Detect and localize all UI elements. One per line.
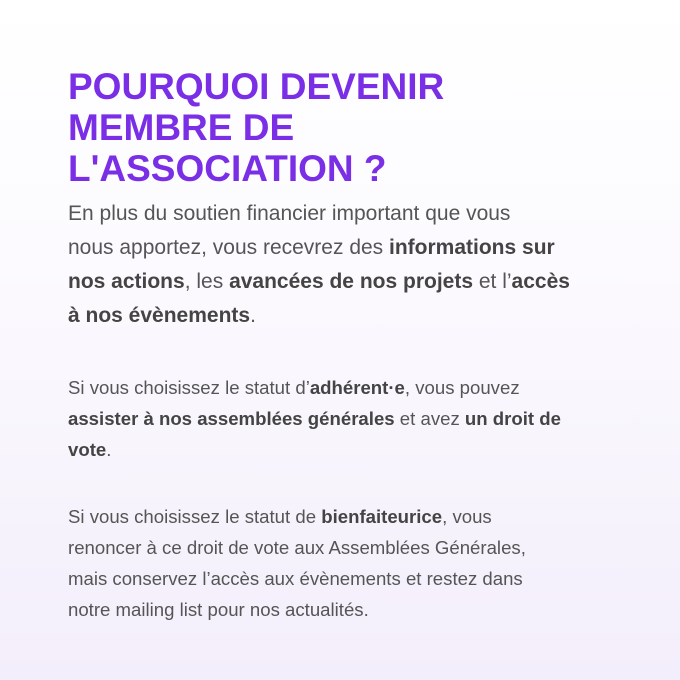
member-row-2 (68, 403, 616, 434)
intro-highlight: informations sur (389, 236, 555, 259)
benefactor-text: , vous (442, 506, 492, 527)
member-highlight: assister à nos assemblées générales (68, 408, 395, 429)
intro-text: . (250, 304, 256, 327)
title-line-3: L'ASSOCIATION ? (68, 148, 387, 189)
benefactor-status-paragraph (68, 501, 616, 625)
intro-highlight: à nos évènements (68, 304, 251, 327)
intro-text: En plus du soutien financier important que vous (68, 202, 511, 225)
intro-row-2 (68, 231, 616, 265)
intro-highlight: avancées de nos projets (229, 270, 474, 293)
intro-highlight: nos actions (68, 270, 185, 293)
benefactor-row-3: mais conservez l’accès aux évènements et restez dans (68, 568, 523, 589)
intro-paragraph (68, 197, 616, 333)
intro-text: et l’ (473, 270, 512, 293)
member-highlight: un droit de (464, 408, 561, 429)
intro-text: nous apportez, vous recevrez des (68, 236, 390, 259)
intro-highlight: accès (511, 270, 570, 293)
member-text: Si vous choisissez le statut d’ (68, 377, 310, 398)
benefactor-row-1 (68, 501, 616, 532)
title-line-2: MEMBRE DE (68, 107, 295, 148)
member-text: . (106, 439, 112, 460)
member-text: , vous pouvez (404, 377, 520, 398)
member-highlight: adhérent·e (309, 377, 405, 398)
intro-text: , les (184, 270, 230, 293)
benefactor-row-2: renoncer à ce droit de vote aux Assemblées Générales, (68, 537, 526, 558)
intro-row-3 (68, 265, 616, 299)
member-row-3 (68, 434, 616, 465)
member-row-1 (68, 372, 616, 403)
intro-row-1 (68, 197, 616, 231)
member-highlight: vote (68, 439, 107, 460)
benefactor-highlight: bienfaiteurice (321, 506, 443, 527)
intro-row-4 (68, 299, 616, 333)
member-status-paragraph (68, 372, 616, 465)
member-text: et avez (394, 408, 465, 429)
title-line-1: POURQUOI DEVENIR (68, 66, 445, 107)
page-title (68, 66, 608, 189)
benefactor-row-4: notre mailing list pour nos actualités. (68, 599, 369, 620)
benefactor-text: Si vous choisissez le statut de (68, 506, 322, 527)
